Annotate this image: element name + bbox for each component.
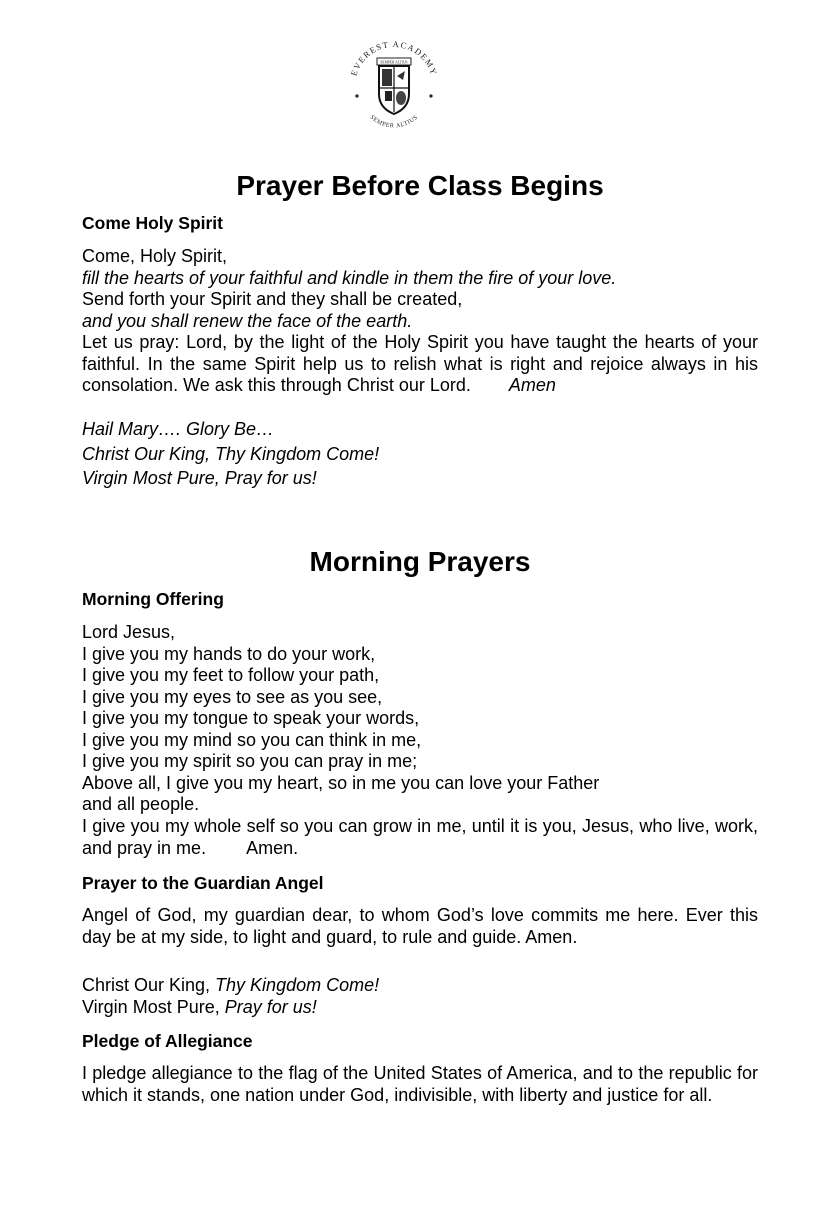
christ-king-line	[82, 975, 758, 997]
christ-prefix: Christ Our King,	[82, 975, 216, 995]
offering-line: Lord Jesus,	[82, 622, 176, 642]
let-us-pray-paragraph	[82, 332, 758, 397]
svg-text:SEMPER ALTIUS: SEMPER ALTIUS	[380, 60, 408, 65]
school-seal-logo	[339, 24, 449, 134]
heading-pledge: Pledge of Allegiance	[82, 1031, 253, 1051]
morning-offering-lines	[82, 622, 758, 816]
closing-invocations	[82, 419, 758, 490]
virgin-line: Virgin Most Pure, Pray for us!	[82, 468, 317, 488]
offering-line: Above all, I give you my heart, so in me you can love your Father	[82, 772, 600, 793]
hail-mary-line: Hail Mary…. Glory Be…	[82, 419, 275, 439]
guardian-angel-text: Angel of God, my guardian dear, to whom God’s love commits me here. Ever this day be at my side, to light and guard, to rule and guide. Amen.	[82, 905, 758, 947]
let-us-pray-text: Let us pray: Lord, by the light of the Holy Spirit you have taught the hearts of your faithful. In the same Spirit help us to relish what is right and rejoice always in his consolation. We ask this through Christ our Lord.	[82, 332, 758, 395]
offering-line: I give you my eyes to see as you see,	[82, 686, 383, 707]
verse-line: fill the hearts of your faithful and kindle in them the fire of your love.	[82, 267, 617, 288]
svg-text:SEMPER ALTIUS: SEMPER ALTIUS	[368, 114, 420, 130]
guardian-angel-paragraph	[82, 905, 758, 948]
svg-text:EVEREST ACADEMY: EVEREST ACADEMY	[348, 38, 440, 78]
pledge-text: I pledge allegiance to the flag of the United States of America, and to the republic for which it stands, one nation under God, indivisible, with liberty and justice for all.	[82, 1063, 758, 1105]
virgin-prefix: Virgin Most Pure,	[82, 996, 225, 1017]
title-morning-prayers: Morning Prayers	[309, 546, 531, 577]
offering-line: I give you my mind so you can think in me,	[82, 729, 422, 750]
verse-line: Come, Holy Spirit,	[82, 246, 228, 266]
guardian-invocations	[82, 975, 758, 1018]
offering-line: I give you my hands to do your work,	[82, 643, 376, 664]
heading-come-holy-spirit: Come Holy Spirit	[82, 213, 223, 233]
offering-closing-paragraph	[82, 816, 758, 859]
heading-morning-offering: Morning Offering	[82, 589, 224, 609]
verse-line: Send forth your Spirit and they shall be created,	[82, 289, 463, 309]
heading-guardian-angel: Prayer to the Guardian Angel	[82, 873, 324, 893]
offering-closing-text: I give you my whole self so you can grow in me, until it is you, Jesus, who live, work, and pray in me.	[82, 816, 758, 858]
amen-text: Amen	[508, 375, 556, 395]
verse-line: and you shall renew the face of the earth.	[82, 310, 413, 331]
christ-italic: Thy Kingdom Come!	[215, 975, 380, 995]
virgin-line	[82, 997, 758, 1019]
offering-amen: Amen.	[246, 837, 299, 858]
pledge-paragraph	[82, 1063, 758, 1106]
offering-line: and all people.	[82, 794, 200, 814]
christ-king-line: Christ Our King, Thy Kingdom Come!	[82, 443, 380, 464]
offering-line: I give you my feet to follow your path,	[82, 665, 380, 685]
offering-line: I give you my tongue to speak your words,	[82, 708, 420, 728]
come-holy-spirit-verses	[82, 246, 758, 332]
title-prayer-before-class: Prayer Before Class Begins	[236, 170, 604, 201]
virgin-italic: Pray for us!	[224, 996, 317, 1017]
offering-line: I give you my spirit so you can pray in me;	[82, 751, 418, 771]
